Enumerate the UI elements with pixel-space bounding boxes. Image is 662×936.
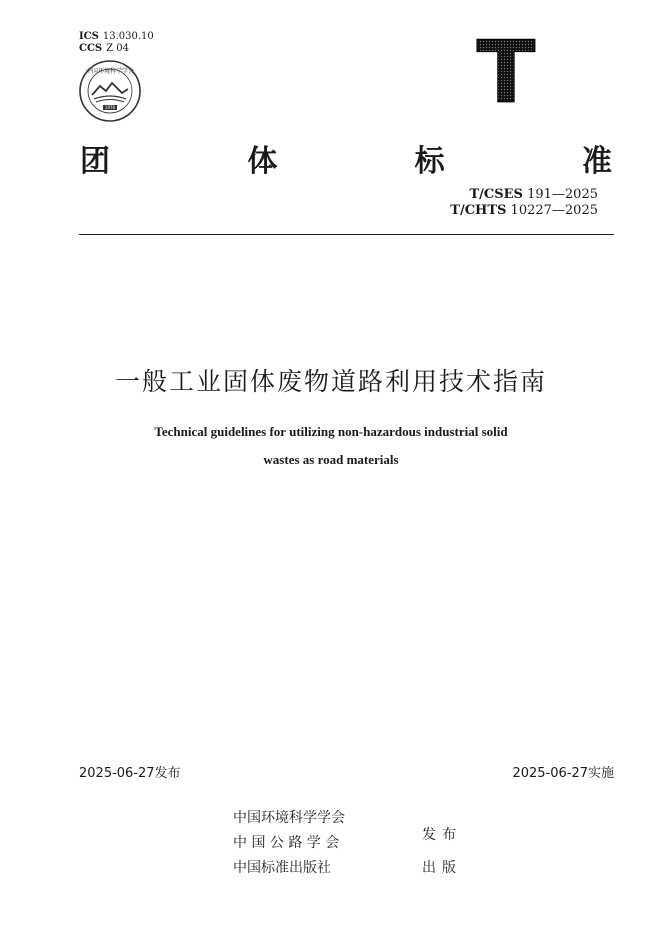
ics-label: ICS — [79, 31, 99, 42]
big-letter-t: T — [476, 28, 536, 108]
title-english-line: Technical guidelines for utilizing non-hazardous industrial solid — [154, 424, 508, 439]
society-seal-logo — [78, 59, 142, 123]
standard-type-letter — [470, 28, 542, 108]
category-char: 准 — [581, 144, 612, 179]
publishers — [233, 806, 345, 881]
header-divider — [79, 234, 614, 235]
publish-action: 发布 — [422, 827, 462, 843]
title-english — [0, 418, 662, 474]
ccs-code: Z 04 — [106, 43, 129, 54]
publisher-name: 中国标准出版社 — [233, 860, 331, 876]
standard-code: T/CSES 191—2025 — [469, 187, 598, 202]
standard-codes — [450, 187, 598, 219]
implement-date: 2025-06-27实施 — [512, 766, 614, 781]
title-chinese: 一般工业固体废物道路利用技术指南 — [114, 367, 547, 396]
publisher-actions — [422, 819, 462, 885]
ics-line — [79, 31, 154, 43]
seal-text: 中国环境科学学会 — [85, 68, 135, 75]
seal-year: 1978 — [104, 105, 116, 110]
category-char: 标 — [414, 144, 445, 179]
publish-date: 2025-06-27发布 — [79, 766, 181, 781]
publisher-name: 中国环境科学学会 — [233, 810, 345, 826]
category-char: 团 — [80, 144, 110, 179]
classification-codes — [79, 31, 154, 55]
publisher-name: 中 国 公 路 学 会 — [233, 835, 340, 851]
standard-category — [80, 136, 612, 179]
ccs-label: CCS — [79, 43, 103, 54]
standard-code: T/CHTS 10227—2025 — [450, 203, 598, 218]
ics-code: 13.030.10 — [102, 31, 154, 42]
print-action: 出版 — [422, 860, 462, 876]
ccs-line — [79, 43, 154, 55]
title-english-line: wastes as road materials — [263, 452, 399, 467]
category-char: 体 — [247, 144, 278, 179]
